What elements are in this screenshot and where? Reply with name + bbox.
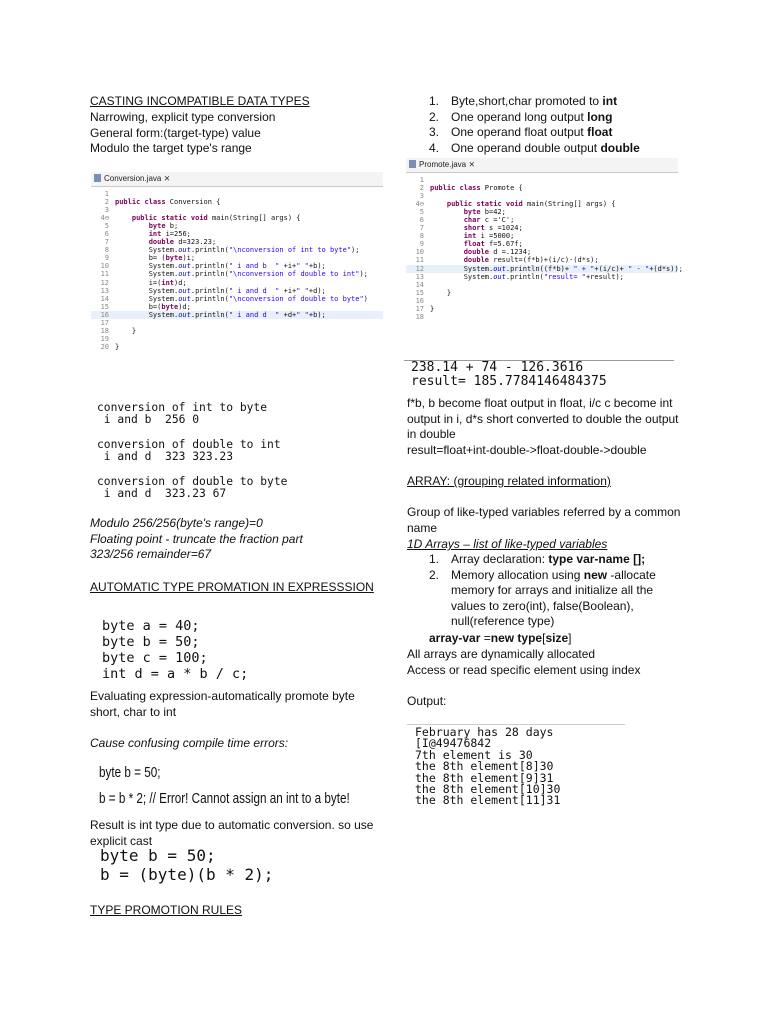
output-line: conversion of double to int [97, 437, 281, 451]
code-line: byte c = 100; [102, 650, 208, 666]
promote-note-3: in double [407, 427, 456, 441]
code-line: 6 char c ='C'; [419, 216, 515, 225]
array-syntax: array-var =new type[size] [429, 631, 572, 645]
output-label: Output: [407, 694, 447, 708]
result-text-2: explicit cast [90, 834, 153, 848]
code-line: b = (byte)(b * 2); [100, 865, 274, 884]
auto-text-1: Evaluating expression-automatically promote byte [90, 689, 355, 703]
code-line: 7 short s =1024; [419, 224, 523, 233]
output-line: i and b 256 0 [97, 413, 200, 427]
casting-line-2: General form:(target-type) value [90, 125, 261, 140]
array-note-2: Access or read specific element using index [407, 663, 641, 677]
promote-code [406, 173, 683, 321]
casting-heading: CASTING INCOMPATIBLE DATA TYPES [90, 94, 310, 108]
code-line: b = b * 2; // Error! Cannot assign an int to a byte! [99, 790, 350, 807]
array-note-1: All arrays are dynamically allocated [407, 647, 596, 661]
promotion-rule: 3. One operand float output float [429, 125, 613, 139]
code-line: byte a = 40; [102, 618, 200, 634]
code-line: 9 float f=5.67f; [419, 240, 523, 249]
output-line: 238.14 + 74 - 126.3616 [411, 360, 584, 375]
auto-promotion-heading: AUTOMATIC TYPE PROMATION IN EXPRESSSION [90, 580, 374, 594]
promotion-rule: 2. One operand long output long [429, 109, 613, 124]
conversion-editor-tab[interactable] [91, 172, 383, 187]
result-text-1: Result is int type due to automatic conversion. so use [90, 818, 374, 832]
array-heading: ARRAY: (grouping related information) [407, 474, 611, 488]
array-steps [407, 552, 707, 630]
code-line: 7 double d=323.23; [104, 238, 217, 247]
code-line: 5 byte b=42; [419, 208, 506, 217]
code-line: 1 [104, 190, 109, 198]
array-step-1: 1. Array declaration: type var-name []; [429, 552, 646, 566]
output-line: i and d 323.23 67 [97, 487, 227, 501]
promote-note-4: result=float+int-double->float-double->double [407, 442, 647, 457]
type-promotion-rules-heading: TYPE PROMOTION RULES [90, 903, 243, 917]
code-line: 8 System.out.println("\nconversion of int to byte"); [104, 246, 360, 255]
auto-promotion-code [102, 618, 248, 682]
promote-editor [406, 158, 683, 361]
conversion-code [91, 187, 383, 351]
promotion-rules-list [407, 94, 707, 156]
cast-code [100, 846, 273, 884]
code-line: 17 [100, 318, 109, 327]
modulo-note-1: Modulo 256/256(byte's range)=0 [90, 516, 263, 530]
code-line: 18 } [100, 326, 137, 335]
code-line: 5 byte b; [104, 222, 179, 231]
output-line [97, 464, 287, 476]
output-line: the 8th element[11]31 [415, 793, 561, 808]
java-file-icon [409, 160, 416, 168]
code-line: 6 int i=256; [104, 230, 191, 239]
code-line: 3 [419, 192, 424, 201]
code-line: 3 [104, 206, 109, 215]
promotion-rule: 4. One operand double output double [429, 140, 640, 155]
output-line: the 8th element[10]30 [415, 782, 561, 797]
code-line: 9 b= (byte)i; [104, 254, 196, 263]
modulo-note-3: 323/256 remainder=67 [90, 547, 212, 561]
modulo-note-2: Floating point - truncate the fraction part [90, 532, 303, 546]
output-line: conversion of int to byte [97, 401, 268, 414]
code-line: 10 System.out.println(" i and b " +i+" "+b); [100, 262, 326, 271]
output-line: [I@49476842 [415, 736, 492, 751]
code-line: 12 System.out.println((f*b)+ " + "+(i/c)+ " - "+(d*s)); [406, 265, 678, 273]
promote-note-2: output in i, d*s short converted to double the output [407, 411, 679, 426]
code-line: byte b = 50; [100, 846, 216, 865]
array-step-2-cont: memory for arrays and initialize all the [451, 583, 654, 597]
code-line: 2 public class Promote { [419, 184, 523, 193]
array-output [415, 727, 560, 807]
conversion-editor [91, 172, 383, 390]
output-line: 7th element is 30 [415, 747, 533, 762]
promote-tab-label: Promote.java [419, 160, 467, 169]
code-line: 10 double d =.1234; [415, 248, 532, 257]
code-line: 12 i=(int)d; [100, 278, 187, 287]
casting-line-3: Modulo the target type's range [90, 141, 252, 155]
code-line: byte b = 50; [99, 764, 161, 781]
code-line: 18 [415, 312, 424, 321]
code-line: 14 [415, 280, 424, 289]
promotion-rule: 1. Byte,short,char promoted to int [429, 94, 618, 108]
code-line: 11 System.out.println("\nconversion of double to int"); [100, 270, 368, 279]
close-icon[interactable]: ⨯ [468, 160, 476, 169]
close-icon[interactable]: ⨯ [163, 174, 171, 183]
code-line: 2 public class Conversion { [104, 198, 221, 207]
code-line: 4⊖ public static void main(String[] args) { [100, 214, 301, 223]
conversion-output [97, 402, 287, 500]
error-code [99, 760, 420, 812]
promote-editor-tab[interactable] [406, 158, 678, 173]
output-line: the 8th element[9]31 [415, 770, 554, 785]
output-line: i and d 323 323.23 [97, 450, 234, 464]
array-subheading: 1D Arrays – list of like-typed variables [407, 537, 608, 551]
output-line: the 8th element[8]30 [415, 759, 554, 774]
promote-output [411, 361, 607, 388]
code-line: 17 } [415, 304, 435, 313]
array-desc-1: Group of like-typed variables referred by a common [407, 505, 681, 519]
array-step-2-cont: null(reference type) [451, 614, 555, 628]
java-file-icon [94, 174, 101, 182]
auto-text-2: short, char to int [90, 705, 177, 719]
code-line: 1 [419, 176, 424, 184]
code-line: 16 [415, 296, 424, 305]
code-line: 14 System.out.println("\nconversion of double to byte") [100, 294, 368, 303]
code-line: 11 double result=(f*b)+(i/c)-(d*s); [415, 256, 599, 265]
code-line: int d = a * b / c; [102, 666, 249, 682]
conversion-tab-label: Conversion.java [104, 174, 162, 183]
output-line: February has 28 days [415, 725, 554, 739]
code-line: byte b = 50; [102, 634, 200, 650]
output-line: conversion of double to byte [97, 474, 288, 488]
code-line: 19 [100, 334, 109, 343]
code-line: 20 } [100, 342, 120, 351]
code-line: 4⊖ public static void main(String[] args) { [415, 200, 616, 209]
code-line: 13 System.out.println("result= "+result); [415, 272, 624, 281]
promote-note-1: f*b, b become float output in float, i/c c become int [407, 396, 673, 410]
code-line: 8 int i =5000; [419, 232, 515, 241]
array-step-2-cont: values to zero(int), false(Boolean), [451, 598, 634, 613]
array-desc-2: name [407, 521, 438, 535]
code-line: 16 System.out.println(" i and d " +d+" "+b); [91, 311, 383, 319]
code-line: 15 } [415, 288, 452, 297]
casting-line-1: Narrowing, explicit type conversion [90, 110, 276, 124]
output-line [97, 427, 287, 439]
array-step-2: 2. Memory allocation using new -allocate [429, 567, 656, 582]
cause-errors: Cause confusing compile time errors: [90, 736, 289, 750]
code-line: 15 b=(byte)d; [100, 302, 191, 311]
output-line: result= 185.7784146484375 [411, 373, 607, 389]
code-line: 13 System.out.println(" i and d " +i+" "+d); [100, 286, 326, 295]
